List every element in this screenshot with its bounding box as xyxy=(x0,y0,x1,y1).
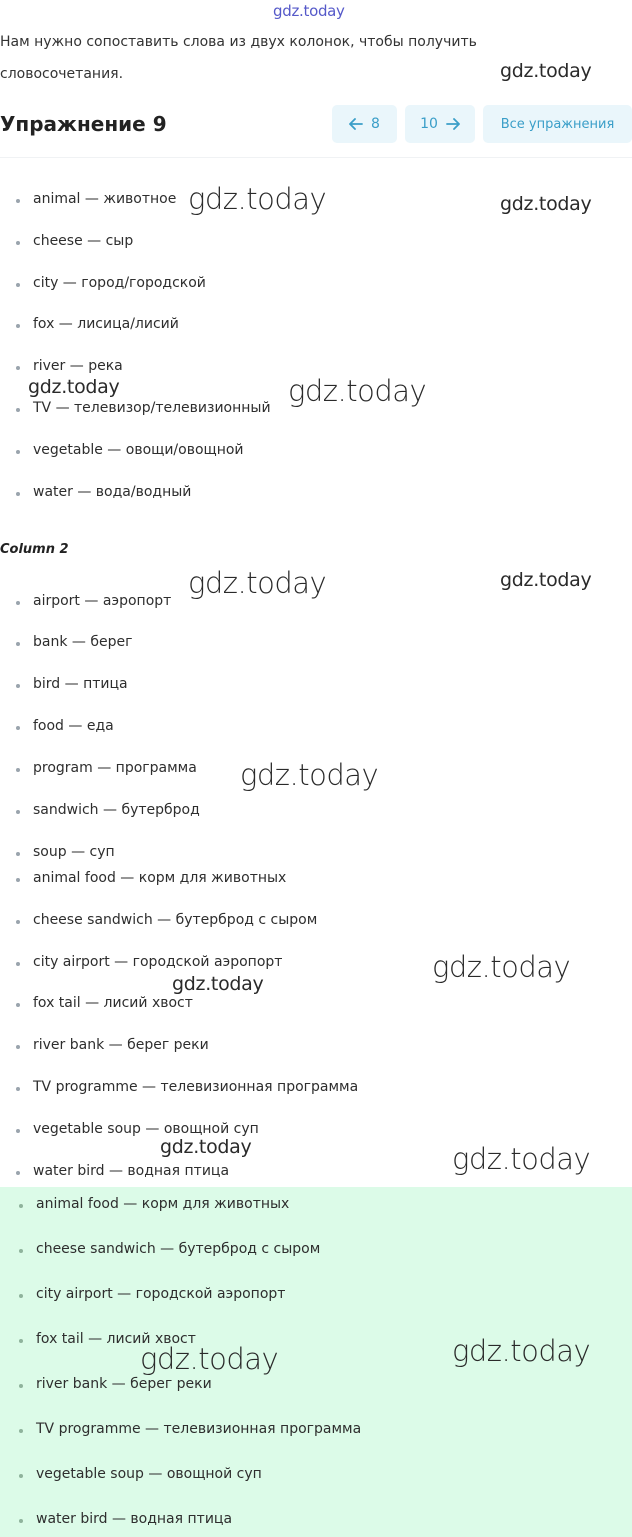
watermark: gdz.today xyxy=(452,1142,591,1176)
all-exercises-button[interactable]: Все упражнения xyxy=(483,105,632,143)
bullet-icon xyxy=(16,492,20,496)
bullet-icon xyxy=(19,1429,23,1433)
bullet-icon xyxy=(16,408,20,412)
arrow-left-icon xyxy=(349,118,363,130)
bullet-icon xyxy=(19,1249,23,1253)
bullet-icon xyxy=(19,1474,23,1478)
bullet-icon xyxy=(16,878,20,882)
watermark: gdz.today xyxy=(28,376,120,398)
bullet-icon xyxy=(19,1519,23,1523)
intro-text: Нам нужно сопоставить слова из двух колонок, чтобы получить словосочетания. xyxy=(0,34,477,82)
exercise-header xyxy=(0,104,632,150)
watermark: gdz.today xyxy=(500,569,592,591)
watermark: gdz.today xyxy=(432,950,571,984)
bullet-icon xyxy=(16,324,20,328)
bullet-icon xyxy=(19,1294,23,1298)
bullet-icon xyxy=(16,1087,20,1091)
bullet-icon xyxy=(16,642,20,646)
bullet-icon xyxy=(16,601,20,605)
next-exercise-button[interactable] xyxy=(405,105,475,143)
bullet-icon xyxy=(16,199,20,203)
bullet-icon xyxy=(19,1339,23,1343)
prev-exercise-label: 8 xyxy=(371,116,380,132)
bullet-icon xyxy=(16,1045,20,1049)
column2-heading: Column 2 xyxy=(0,542,69,557)
site-logo[interactable]: gdz.today xyxy=(273,2,345,20)
prev-exercise-button[interactable] xyxy=(332,105,397,143)
watermark: gdz.today xyxy=(500,60,592,82)
arrow-right-icon xyxy=(446,118,460,130)
bullet-icon xyxy=(16,1171,20,1175)
bullet-icon xyxy=(19,1384,23,1388)
watermark: gdz.today xyxy=(240,758,379,792)
bullet-icon xyxy=(16,450,20,454)
watermark: gdz.today xyxy=(500,193,592,215)
bullet-icon xyxy=(19,1204,23,1208)
bullet-icon xyxy=(16,810,20,814)
watermark: gdz.today xyxy=(452,1334,591,1368)
watermark: gdz.today xyxy=(160,1136,252,1158)
watermark: gdz.today xyxy=(172,973,264,995)
answer-box: animal food — корм для животных cheese sandwich — бутерброд с сыром city airport — городской аэропорт fox tail — лисий хвост river bank — берег реки TV programme — телевизионная программа vegetable soup — овощной суп water bird — водная птица xyxy=(0,1187,632,1537)
next-exercise-label: 10 xyxy=(420,116,438,132)
bullet-icon xyxy=(16,726,20,730)
page-title: Упражнение 9 xyxy=(0,112,167,136)
header-divider xyxy=(0,157,632,158)
bullet-icon xyxy=(16,1129,20,1133)
watermark: gdz.today xyxy=(188,182,327,216)
bullet-icon xyxy=(16,283,20,287)
bullet-icon xyxy=(16,852,20,856)
watermark: gdz.today xyxy=(140,1342,279,1376)
watermark: gdz.today xyxy=(188,566,327,600)
bullet-icon xyxy=(16,768,20,772)
bullet-icon xyxy=(16,1003,20,1007)
bullet-icon xyxy=(16,366,20,370)
watermark: gdz.today xyxy=(288,374,427,408)
bullet-icon xyxy=(16,920,20,924)
bullet-icon xyxy=(16,684,20,688)
bullet-icon xyxy=(16,962,20,966)
bullet-icon xyxy=(16,241,20,245)
